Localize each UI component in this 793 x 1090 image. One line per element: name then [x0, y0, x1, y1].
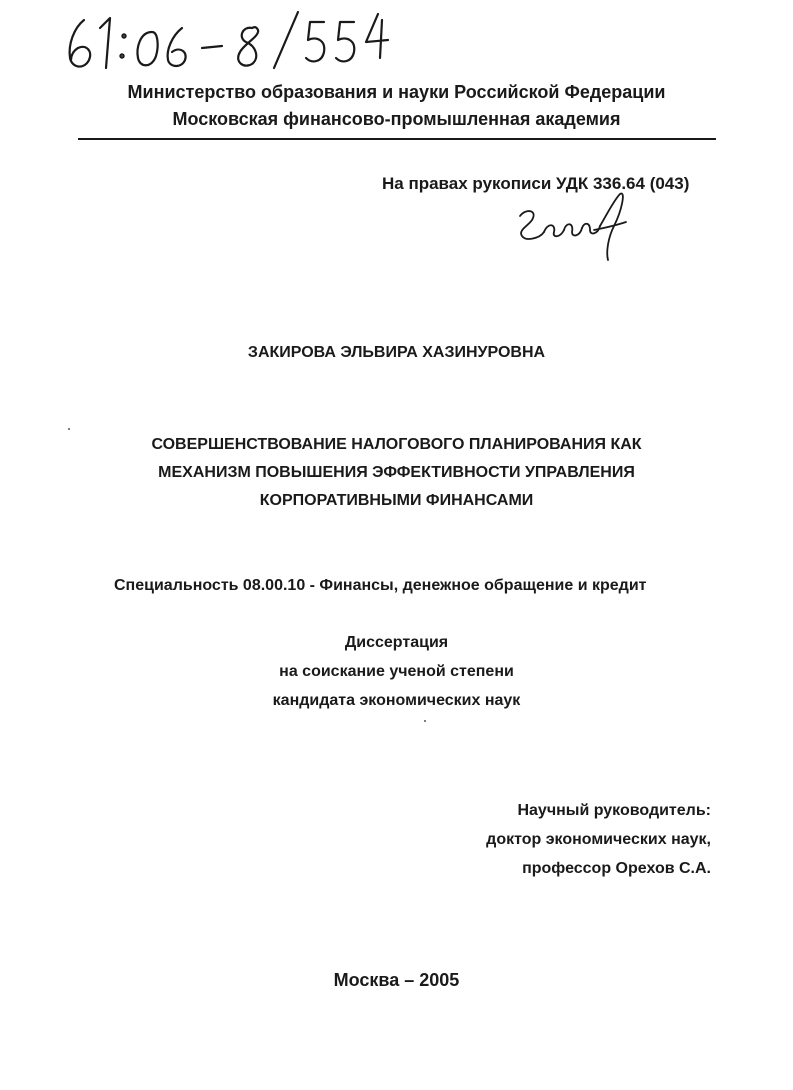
dissertation-title [0, 431, 793, 515]
place-year: Москва – 2005 [333, 970, 460, 990]
author-name: ЗАКИРОВА ЭЛЬВИРА ХАЗИНУРОВНА [247, 344, 546, 361]
supervisor-block [486, 796, 711, 883]
degree-line: кандидата экономических наук [272, 692, 521, 709]
title-line: МЕХАНИЗМ ПОВЫШЕНИЯ ЭФФЕКТИВНОСТИ УПРАВЛЕНИЯ [158, 464, 635, 481]
supervisor-line: доктор экономических наук, [486, 831, 711, 848]
specialty-line: Специальность 08.00.10 - Финансы, денежное обращение и кредит [114, 577, 647, 594]
header-divider [78, 138, 716, 140]
title-line: КОРПОРАТИВНЫМИ ФИНАНСАМИ [259, 492, 534, 509]
scan-speck [68, 428, 70, 430]
supervisor-line: Научный руководитель: [517, 802, 711, 819]
scan-speck [424, 720, 426, 722]
manuscript-note: На правах рукописи УДК 336.64 (043) [382, 174, 690, 193]
degree-line: Диссертация [344, 634, 449, 651]
signature [510, 186, 630, 262]
academy-heading: Московская финансово-промышленная академия [172, 109, 621, 129]
ministry-heading: Министерство образования и науки Российской Федерации [127, 82, 666, 102]
title-line: СОВЕРШЕНСТВОВАНИЕ НАЛОГОВОГО ПЛАНИРОВАНИЯ КАК [151, 436, 642, 453]
degree-line: на соискание ученой степени [279, 663, 514, 680]
handwritten-archive-number [62, 6, 402, 78]
supervisor-line: профессор Орехов С.А. [522, 860, 711, 877]
dissertation-degree-block [0, 628, 793, 715]
